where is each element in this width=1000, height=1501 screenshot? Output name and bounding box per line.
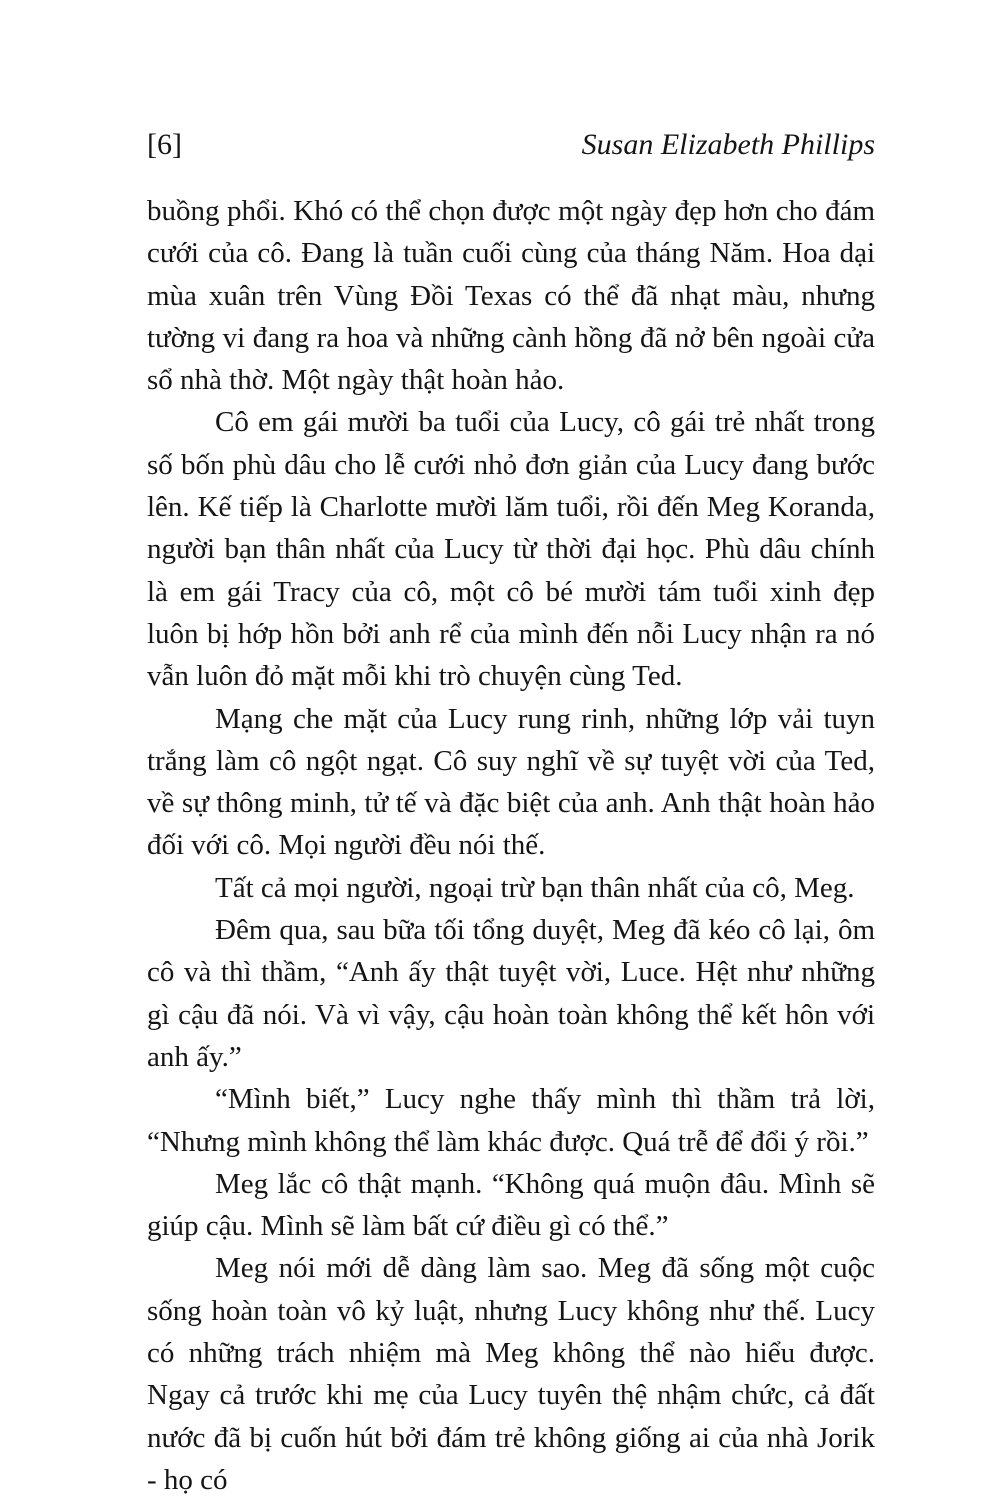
paragraph: Meg nói mới dễ dàng làm sao. Meg đã sống một cuộc sống hoàn toàn vô kỷ luật, nhưng Lucy không như thế. Lucy có những trách nhiệm mà Meg không thể nào hiểu được. Ngay cả trước khi mẹ của Lucy tuyên thệ nhậm chức, cả đất nước đã bị cuốn hút bởi đám trẻ không giống ai của nhà Jorik - họ có <box>147 1252 875 1496</box>
paragraph: “Mình biết,” Lucy nghe thấy mình thì thầm trả lời, “Nhưng mình không thể làm khác được. Quá trễ để đổi ý rồi.” <box>147 1083 875 1158</box>
paragraph: Tất cả mọi người, ngoại trừ bạn thân nhất của cô, Meg. <box>215 871 855 904</box>
paragraph: buồng phổi. Khó có thể chọn được một ngày đẹp hơn cho đám cưới của cô. Đang là tuần cuối cùng của tháng Năm. Hoa dại mùa xuân trên Vùng Đồi Texas có thể đã nhạt màu, nhưng tường vi đang ra hoa và những cành hồng đã nở bên ngoài cửa sổ nhà thờ. Một ngày thật hoàn hảo. <box>147 195 875 397</box>
running-head-author: Susan Elizabeth Phillips <box>581 128 875 161</box>
page-number: [6] <box>147 128 182 161</box>
body-text <box>147 190 875 1501</box>
paragraph: Meg lắc cô thật mạnh. “Không quá muộn đâu. Mình sẽ giúp cậu. Mình sẽ làm bất cứ điều gì có thể.” <box>147 1167 875 1243</box>
paragraph: Cô em gái mười ba tuổi của Lucy, cô gái trẻ nhất trong số bốn phù dâu cho lễ cưới nhỏ đơn giản của Lucy đang bước lên. Kế tiếp là Charlotte mười lăm tuổi, rồi đến Meg Koranda, người bạn thân nhất của Lucy từ thời đại học. Phù dâu chính là em gái Tracy của cô, một cô bé mười tám tuổi xinh đẹp luôn bị hớp hồn bởi anh rể của mình đến nỗi Lucy nhận ra nó vẫn luôn đỏ mặt mỗi khi trò chuyện cùng Ted. <box>147 406 875 693</box>
page-header <box>147 128 875 168</box>
paragraph: Mạng che mặt của Lucy rung rinh, những lớp vải tuyn trắng làm cô ngột ngạt. Cô suy nghĩ về sự tuyệt vời của Ted, về sự thông minh, tử tế và đặc biệt của anh. Anh thật hoàn hảo đối với cô. Mọi người đều nói thế. <box>147 702 875 862</box>
paragraph: Đêm qua, sau bữa tối tổng duyệt, Meg đã kéo cô lại, ôm cô và thì thầm, “Anh ấy thật tuyệt vời, Luce. Hệt như những gì cậu đã nói. Và vì vậy, cậu hoàn toàn không thể kết hôn với anh ấy.” <box>147 914 875 1073</box>
